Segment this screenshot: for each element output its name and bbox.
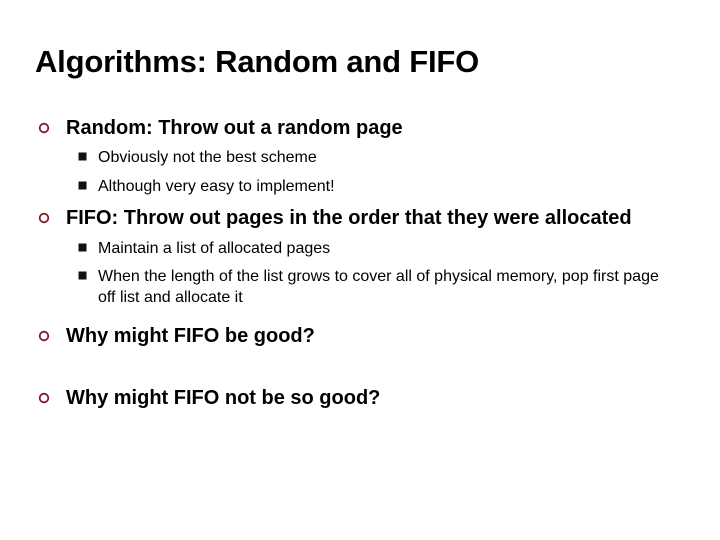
ring-bullet-icon [38, 330, 50, 342]
sub-bullet-text: Maintain a list of allocated pages [98, 240, 331, 257]
square-bullet-icon [78, 181, 87, 190]
bullet-item [38, 206, 632, 229]
sub-bullet-item [78, 266, 659, 306]
bullet-text: Why might FIFO be good? [66, 325, 315, 347]
square-bullet-icon [78, 243, 87, 252]
sub-bullet-item [78, 238, 331, 257]
ring-bullet-icon [38, 212, 50, 224]
square-bullet-icon [78, 271, 87, 280]
bullet-text: Why might FIFO not be so good? [66, 387, 381, 409]
bullet-item [38, 116, 403, 139]
square-bullet-icon [78, 152, 87, 161]
sub-bullet-item [78, 176, 335, 195]
sub-bullet-text: When the length of the list grows to cover all of physical memory, pop first page off list and allocate it [98, 268, 659, 306]
ring-bullet-icon [38, 392, 50, 404]
bullet-text: Random: Throw out a random page [66, 117, 403, 139]
bullet-item [38, 386, 381, 409]
bullet-item [38, 324, 315, 347]
sub-bullet-text: Obviously not the best scheme [98, 149, 317, 166]
ring-bullet-icon [38, 122, 50, 134]
slide-title: Algorithms: Random and FIFO [35, 44, 480, 79]
sub-bullet-item [78, 147, 317, 166]
sub-bullet-text: Although very easy to implement! [98, 178, 335, 195]
bullet-text: FIFO: Throw out pages in the order that they were allocated [66, 207, 632, 229]
